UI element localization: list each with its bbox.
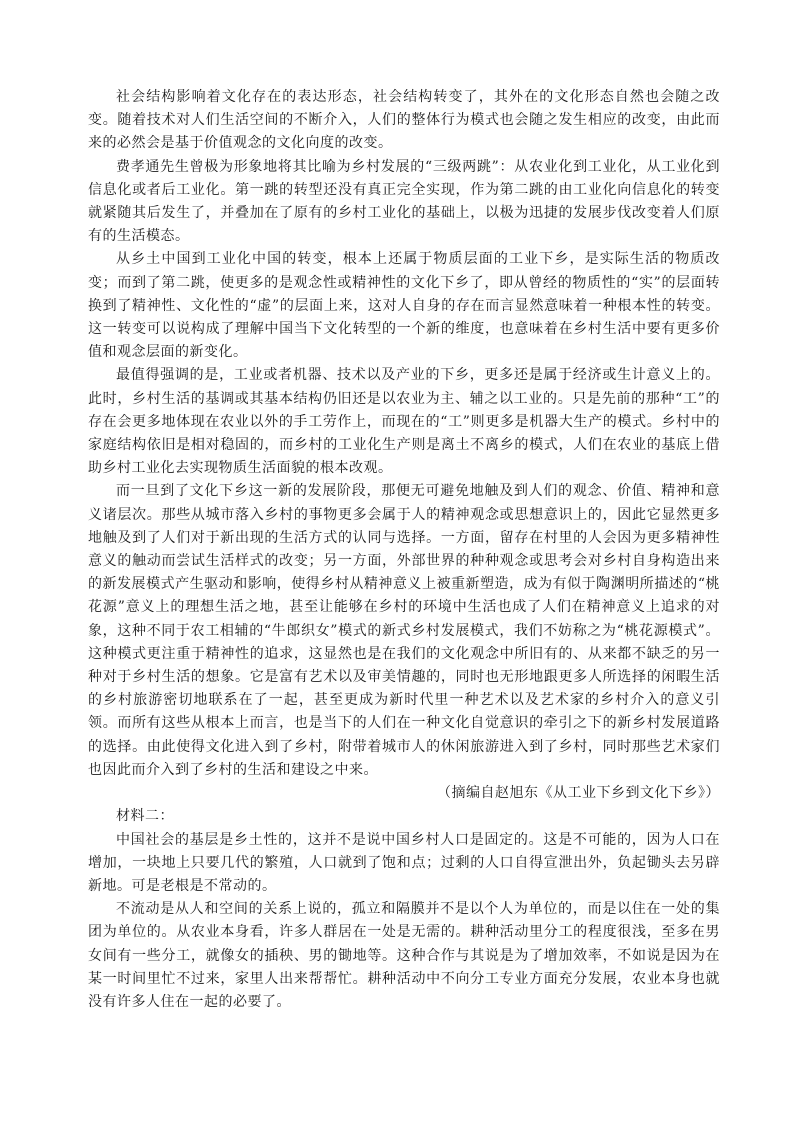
paragraph: 最值得强调的是，工业或者机器、技术以及产业的下乡，更多还是属于经济或生计意义上的。此时，乡村生活的基调或其基本结构仍旧还是以农业为主、辅之以工业的。只是先前的那种“工”的存在会更多地体现在农业以外的手工劳作上，而现在的“工”则更多是机器大生产的模式。乡村中的家庭结构依旧是相对稳固的，而乡村的工业化生产则是离土不离乡的模式，人们在农业的基底上借助乡村工业化去实现物质生活面貌的根本改观。 bbox=[88, 367, 720, 477]
paragraph: 费孝通先生曾极为形象地将其比喻为乡村发展的“三级两跳”：从农业化到工业化，从工业化到信息化或者后工业化。第一跳的转型还没有真正完全实现，作为第二跳的由工业化向信息化的转变就紧随其后发生了，并叠加在了原有的乡村工业化的基础上，以极为迅捷的发展步伐改变着人们原有的生活模态。 bbox=[88, 158, 720, 245]
paragraph: 社会结构影响着文化存在的表达形态，社会结构转变了，其外在的文化形态自然也会随之改变。随着技术对人们生活空间的不断介入，人们的整体行为模式也会随之发生相应的改变，由此而来的必然会是基于价值观念的文化向度的改变。 bbox=[88, 89, 720, 152]
paragraph: 不流动是从人和空间的关系上说的，孤立和隔膜并不是以个人为单位的，而是以住在一处的集团为单位的。从农业本身看，许多人群居在一处是无需的。耕种活动里分工的程度很浅，至多在男女间有一些分工，就像女的插秧、男的锄地等。这种合作与其说是为了增加效率，不如说是因为在某一时间里忙不过来，家里人出来帮帮忙。耕种活动中不向分工专业方面充分发展，农业本身也就没有许多人住在一起的必要了。 bbox=[88, 901, 720, 1010]
paragraph: 从乡土中国到工业化中国的转变，根本上还属于物质层面的工业下乡，是实际生活的物质改变；而到了第二跳，使更多的是观念性或精神性的文化下乡了，即从曾经的物质性的“实”的层面转换到了精神性、文化性的“虚”的层面上来，这对人自身的存在而言显然意味着一种根本性的转变。这一转变可以说构成了理解中国当下文化转型的一个新的维度，也意味着在乡村生活中要有更多价值和观念层面的新变化。 bbox=[88, 251, 720, 361]
source-citation: （摘编自赵旭东《从工业下乡到文化下乡》） bbox=[437, 785, 720, 802]
document-page bbox=[88, 86, 720, 1014]
paragraph: 中国社会的基层是乡土性的，这并不是说中国乡村人口是固定的。这是不可能的，因为人口在增加，一块地上只要几代的繁殖，人口就到了饱和点；过剩的人口自得宣泄出外，负起锄头去另辟新地。可是老根是不常动的。 bbox=[88, 831, 720, 894]
material-two-label: 材料二： bbox=[116, 808, 174, 825]
paragraph: 而一旦到了文化下乡这一新的发展阶段，那便无可避免地触及到人们的观念、价值、精神和意义诸层次。那些从城市落入乡村的事物更多会属于人的精神观念或思想意识上的，因此它显然更多地触及到了人们对于新出现的生活方式的认同与选择。一方面，留存在村里的人会因为更多精神性意义的触动而尝试生活样式的改变；另一方面，外部世界的种种观念或思考会对乡村自身构造出来的新发展模式产生驱动和影响，使得乡村从精神意义上被重新塑造，成为有似于陶渊明所描述的“桃花源”意义上的理想生活之地，甚至让能够在乡村的环境中生活也成了人们在精神意义上追求的对象，这种不同于农工相辅的“牛郎织女”模式的新式乡村发展模式，我们不妨称之为“桃花源模式”。这种模式更注重于精神性的追求，这显然也是在我们的文化观念中所旧有的、从来都不缺乏的另一种对于乡村生活的想象。它是富有艺术以及审美情趣的，同时也无形地跟更多人所选择的闲暇生活的乡村旅游密切地联系在了一起，甚至更成为新时代里一种艺术以及艺术家的乡村介入的意义引领。而所有这些从根本上而言，也是当下的人们在一种文化自觉意识的牵引之下的新乡村发展道路的选择。由此使得文化进入到了乡村，附带着城市人的休闲旅游进入到了乡村，同时那些艺术家们也因此而介入到了乡村的生活和建设之中来。 bbox=[88, 483, 720, 778]
